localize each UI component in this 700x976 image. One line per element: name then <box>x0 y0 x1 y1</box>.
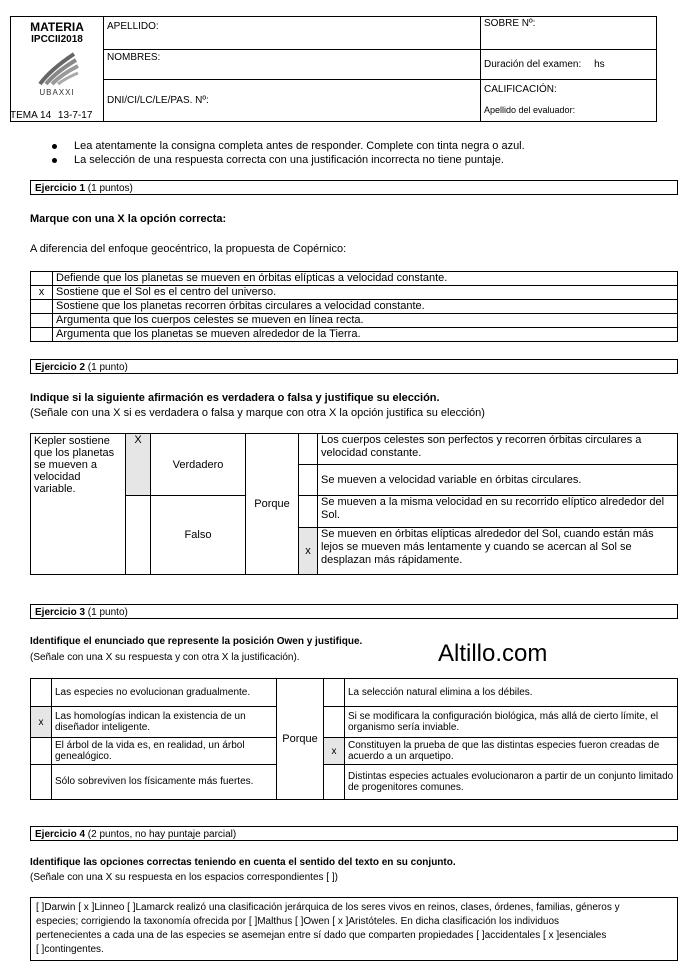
dni-label: DNI/CI/LC/LE/PAS. Nº: <box>107 95 209 106</box>
evaluador-label: Apellido del evaluador: <box>484 105 576 115</box>
mark-cell[interactable] <box>31 328 53 342</box>
false-label: Falso <box>151 496 246 575</box>
mark-cell[interactable] <box>31 314 53 328</box>
ej2-statement: Kepler sostiene que los planetas se mueven a velocidad variable. <box>31 434 126 496</box>
ej4-line: especies; corrigiendo la taxonomía ofrecida por [ ]Malthus [ ]Owen [ x ]Aristóteles. En dicha clasificación los individuos <box>36 916 560 927</box>
duracion-unit: hs <box>594 59 605 70</box>
right-text: La selección natural elimina a los débiles. <box>345 679 678 707</box>
left-text: Las homologías indican la existencia de un diseñador inteligente. <box>52 707 277 738</box>
tema-label: TEMA 14 <box>10 110 52 121</box>
materia-label: MATERIA <box>30 20 84 34</box>
ej3-porque: Porque <box>277 679 324 800</box>
just-mark-cell[interactable] <box>299 496 318 527</box>
ej1-question: A diferencia del enfoque geocéntrico, la propuesta de Copérnico: <box>30 243 347 255</box>
ej2-table <box>30 433 678 575</box>
ej3-sub: (Señale con una X su respuesta y con otra X la justificación). <box>30 652 300 663</box>
ej4-title-box <box>30 826 678 841</box>
calificacion-field[interactable] <box>481 80 657 122</box>
dni-field[interactable] <box>104 80 481 122</box>
right-mark-cell[interactable] <box>324 679 345 707</box>
apellido-label: APELLIDO: <box>107 21 159 32</box>
false-mark-cell[interactable] <box>126 496 151 575</box>
mark-cell[interactable] <box>31 300 53 314</box>
mark-cell[interactable]: x <box>31 286 53 300</box>
just-mark-cell[interactable] <box>299 465 318 496</box>
left-text: El árbol de la vida es, en realidad, un árbol genealógico. <box>52 738 277 764</box>
ej1-option-row[interactable] <box>31 286 678 300</box>
materia-code: IPCCII2018 <box>31 34 83 45</box>
tema-line <box>10 110 92 121</box>
ej3-points: (1 punto) <box>85 607 128 618</box>
left-text: Sólo sobreviven los físicamente más fuertes. <box>52 764 277 799</box>
sobre-field[interactable] <box>481 17 657 50</box>
apellido-field[interactable] <box>104 17 481 50</box>
watermark-text: Altillo.com <box>438 640 548 667</box>
right-text: Distintas especies actuales evolucionaron a partir de un conjunto limitado de progenitores comunes. <box>345 764 678 799</box>
sobre-label: SOBRE Nº: <box>484 18 536 29</box>
option-text: Defiende que los planetas se mueven en órbitas elípticas a velocidad constante. <box>53 272 678 286</box>
right-text: Constituyen la prueba de que las distintas especies fueron creadas de acuerdo a un arquetipo. <box>345 738 678 764</box>
ej4-text-box[interactable] <box>30 897 678 961</box>
just-mark-cell[interactable]: x <box>299 527 318 574</box>
uba-logo-icon <box>32 50 82 86</box>
instructions-list <box>52 139 525 167</box>
ej1-option-row[interactable] <box>31 272 678 286</box>
just-text: Se mueven a la misma velocidad en su recorrido elíptico alrededor del Sol. <box>318 496 678 527</box>
materia-cell <box>11 17 104 50</box>
ej2-title: Ejercicio 2 <box>35 362 86 373</box>
left-text: Las especies no evolucionan gradualmente. <box>52 679 277 707</box>
instruction-item: Lea atentamente la consigna completa antes de responder. Complete con tinta negra o azul. <box>52 139 525 153</box>
ej1-title-box <box>30 180 678 195</box>
bullet-icon <box>52 158 57 163</box>
right-text: Si se modificara la configuración biológica, más allá de cierto límite, el organismo sería inviable. <box>345 707 678 738</box>
ej1-options-table <box>30 271 678 342</box>
nombres-label: NOMBRES: <box>107 52 161 63</box>
nombres-field[interactable] <box>104 50 481 80</box>
duracion-label: Duración del examen: <box>484 59 582 70</box>
ej1-option-row[interactable] <box>31 328 678 342</box>
ej2-title-box <box>30 359 678 374</box>
logo-text: UBAXXI <box>39 87 75 97</box>
left-mark-cell[interactable]: x <box>31 707 52 738</box>
duracion-field[interactable] <box>481 50 657 80</box>
option-text: Sostiene que los planetas recorren órbitas circulares a velocidad constante. <box>53 300 678 314</box>
just-text: Se mueven a velocidad variable en órbitas circulares. <box>318 465 678 496</box>
ej4-points: (2 puntos, no hay puntaje parcial) <box>85 829 237 840</box>
just-mark-cell[interactable] <box>299 434 318 465</box>
option-text: Argumenta que los cuerpos celestes se mueven en línea recta. <box>53 314 678 328</box>
ej4-line: [ ]Darwin [ x ]Linneo [ ]Lamarck realizó una clasificación jerárquica de los seres vivos en reinos, clases, órdenes, familias, géneros y <box>36 902 620 913</box>
ej1-option-row[interactable] <box>31 300 678 314</box>
ej4-instruction: Identifique las opciones correctas teniendo en cuenta el sentido del texto en su conjunto. <box>30 857 456 868</box>
ej4-title: Ejercicio 4 <box>35 829 86 840</box>
just-text: Los cuerpos celestes son perfectos y recorren órbitas circulares a velocidad constante. <box>318 434 678 465</box>
option-text: Argumenta que los planetas se mueven alrededor de la Tierra. <box>53 328 678 342</box>
ej1-option-row[interactable] <box>31 314 678 328</box>
ej1-instruction: Marque con una X la opción correcta: <box>30 213 227 225</box>
ej3-table <box>30 678 678 800</box>
ej3-title-box <box>30 604 678 619</box>
ej3-instruction: Identifique el enunciado que represente la posición Owen y justifique. <box>30 636 363 647</box>
left-mark-cell[interactable] <box>31 764 52 799</box>
calificacion-label: CALIFICACIÓN: <box>484 84 557 95</box>
ej4-sub: (Señale con una X su respuesta en los espacios correspondientes [ ]) <box>30 872 338 883</box>
left-mark-cell[interactable] <box>31 679 52 707</box>
right-mark-cell[interactable]: x <box>324 738 345 764</box>
ej3-title: Ejercicio 3 <box>35 607 86 618</box>
bullet-icon <box>52 144 57 149</box>
true-label: Verdadero <box>151 434 246 496</box>
right-mark-cell[interactable] <box>324 764 345 799</box>
ej2-points: (1 punto) <box>85 362 128 373</box>
ej2-sub: (Señale con una X si es verdadera o falsa y marque con otra X la opción justifica su elección) <box>30 407 485 419</box>
ej2-porque: Porque <box>246 434 299 575</box>
ej4-line: pertenecientes a cada una de las especies se asemejan entre sí dado que comparten propiedades [ ]accidentales [ x ]esenciales <box>36 930 607 941</box>
right-mark-cell[interactable] <box>324 707 345 738</box>
mark-cell[interactable] <box>31 272 53 286</box>
ej4-line: [ ]contingentes. <box>36 944 104 955</box>
option-text: Sostiene que el Sol es el centro del universo. <box>53 286 678 300</box>
instruction-item: La selección de una respuesta correcta con una justificación incorrecta no tiene puntaje. <box>52 153 525 167</box>
ej2-instruction: Indique si la siguiente afirmación es verdadera o falsa y justifique su elección. <box>30 392 440 404</box>
left-mark-cell[interactable] <box>31 738 52 764</box>
exam-date: 13-7-17 <box>57 110 93 121</box>
true-mark-cell[interactable]: X <box>126 434 151 496</box>
just-text: Se mueven en órbitas elípticas alrededor del Sol, cuando están más lejos se mueven más lentamente y cuando se acercan al Sol se desplazan más rápidamente. <box>318 527 678 574</box>
ej1-points: (1 puntos) <box>85 183 133 194</box>
exam-header <box>10 16 657 122</box>
ej1-title: Ejercicio 1 <box>35 183 86 194</box>
